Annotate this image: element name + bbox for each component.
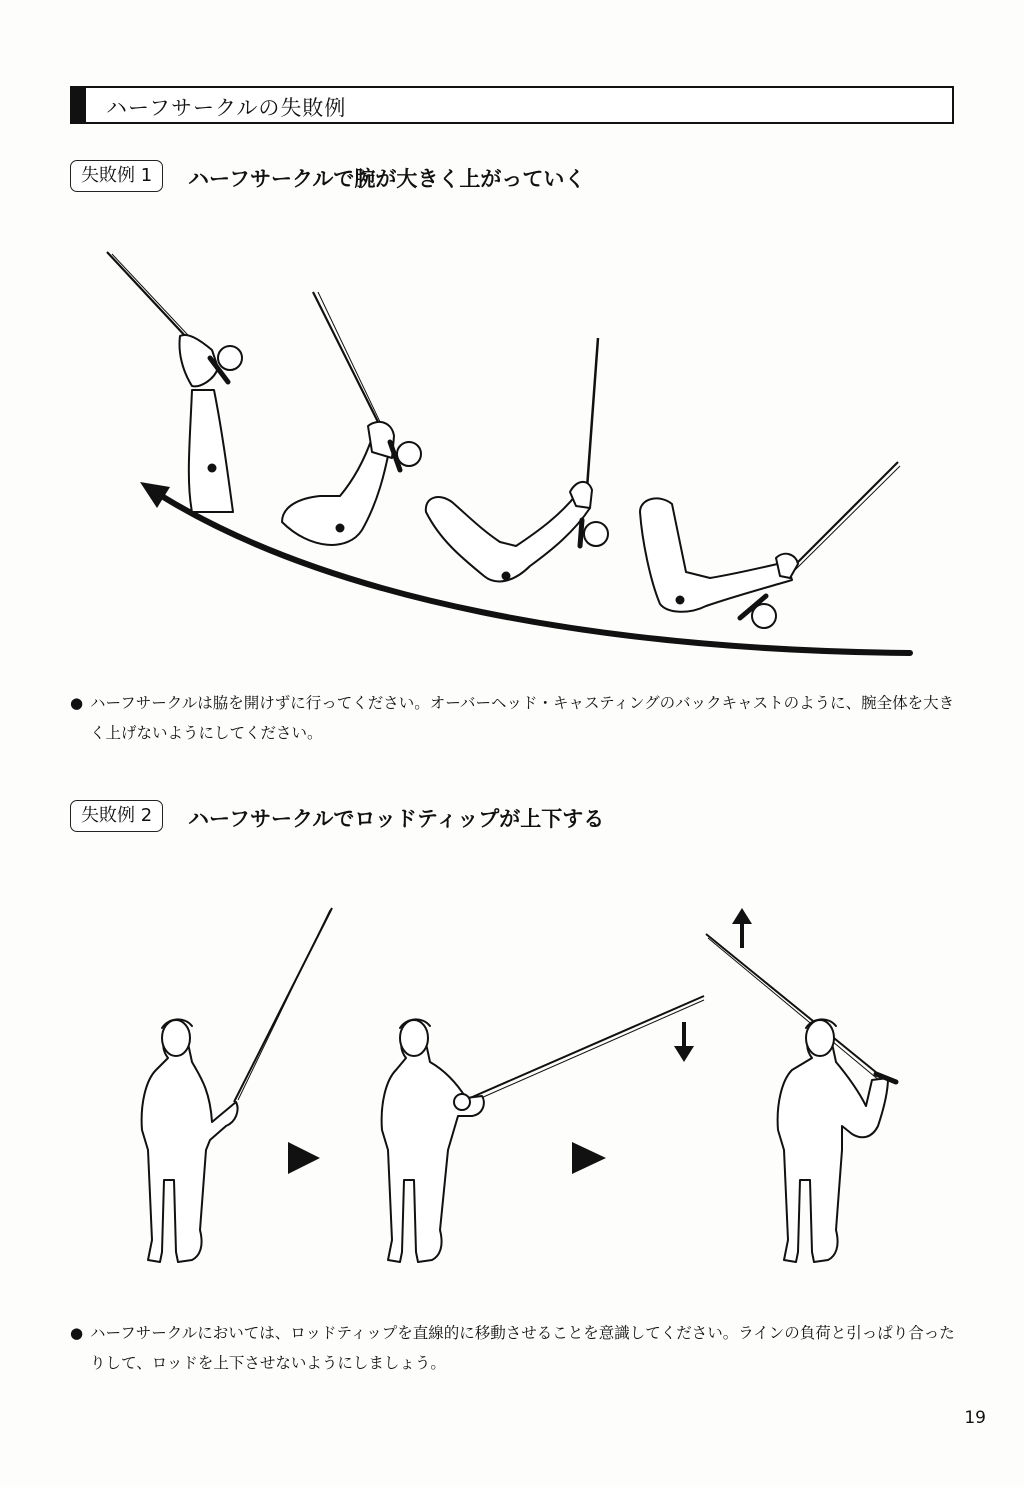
failure-1-title: ハーフサークルで腕が大きく上がっていく <box>188 167 586 191</box>
arm-position-3 <box>426 338 608 581</box>
up-arrow-icon <box>732 908 752 948</box>
failure-2-tag: 失敗例 2 <box>70 800 163 832</box>
failure-2-title: ハーフサークルでロッドティップが上下する <box>188 807 605 831</box>
failure-2-note <box>70 1318 960 1378</box>
caster-figure-3 <box>706 934 896 1262</box>
failure-1-tag: 失敗例 1 <box>70 160 163 192</box>
failure-1-note <box>70 688 960 748</box>
page-number: 19 <box>964 1408 986 1428</box>
arm-position-4 <box>640 462 900 628</box>
bullet-icon-2: ● <box>70 1324 84 1342</box>
play-arrow-icon-2 <box>572 1142 606 1174</box>
caster-figure-1 <box>142 908 332 1262</box>
failure-2-note-text: ハーフサークルにおいては、ロッドティップを直線的に移動させることを意識してください。ラインの負荷と引っぱり合ったりして、ロッドを上下させないようにしましょう。 <box>90 1324 955 1372</box>
arm-rising-illustration <box>0 240 1024 670</box>
down-arrow-icon <box>674 1022 694 1062</box>
section-header-accent <box>72 88 86 122</box>
play-arrow-icon <box>288 1142 320 1174</box>
arm-position-2 <box>282 292 421 545</box>
caster-figure-2 <box>382 996 704 1262</box>
section-title: ハーフサークルの失敗例 <box>106 96 347 120</box>
section-header <box>70 86 954 124</box>
failure-1-note-text: ハーフサークルは脇を開けずに行ってください。オーバーヘッド・キャスティングのバックキャストのように、腕全体を大きく上げないようにしてください。 <box>90 694 955 742</box>
bullet-icon: ● <box>70 694 84 712</box>
arm-position-1 <box>107 252 242 512</box>
rod-tip-up-down-illustration <box>0 890 1024 1290</box>
